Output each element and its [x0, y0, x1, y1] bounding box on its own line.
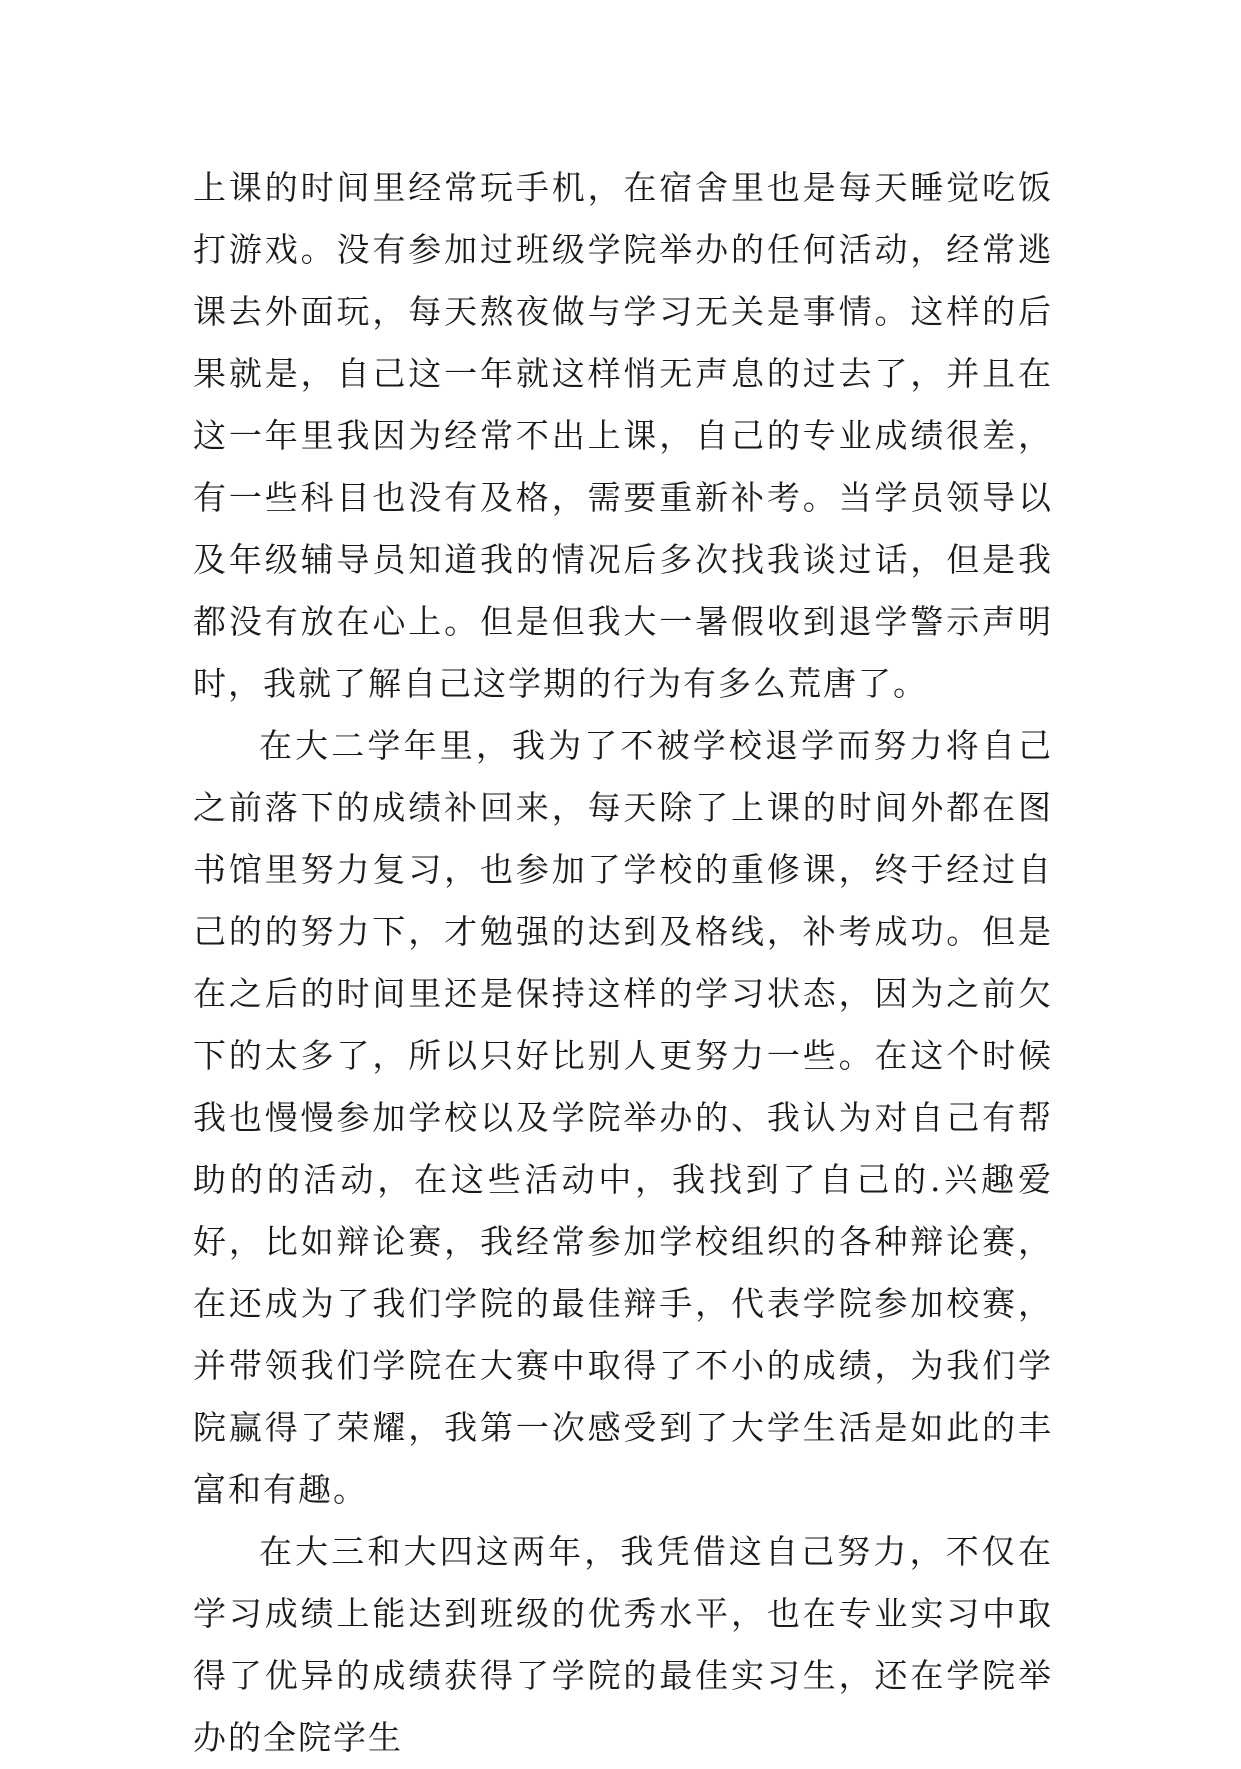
document-body [193, 157, 1053, 1769]
paragraph-sophomore-year: 在大二学年里，我为了不被学校退学而努力将自己之前落下的成绩补回来，每天除了上课的时间外都在图书馆里努力复习，也参加了学校的重修课，终于经过自己的的努力下，才勉强的达到及格线，补考成功。但是在之后的时间里还是保持这样的学习状态，因为之前欠下的太多了，所以只好比别人更努力一些。在这个时候我也慢慢参加学校以及学院举办的、我认为对自己有帮助的的活动，在这些活动中，我找到了自己的.兴趣爱好，比如辩论赛，我经常参加学校组织的各种辩论赛，在还成为了我们学院的最佳辩手，代表学院参加校赛，并带领我们学院在大赛中取得了不小的成绩，为我们学院赢得了荣耀，我第一次感受到了大学生活是如此的丰富和有趣。 [193, 726, 1053, 1509]
paragraph-junior-senior-years: 在大三和大四这两年，我凭借这自己努力，不仅在学习成绩上能达到班级的优秀水平，也在专业实习中取得了优异的成绩获得了学院的最佳实习生，还在学院举办的全院学生 [193, 1532, 1053, 1757]
paragraph-continuation: 上课的时间里经常玩手机，在宿舍里也是每天睡觉吃饭打游戏。没有参加过班级学院举办的任何活动，经常逃课去外面玩，每天熬夜做与学习无关是事情。这样的后果就是，自己这一年就这样悄无声息的过去了，并且在这一年里我因为经常不出上课，自己的专业成绩很差，有一些科目也没有及格，需要重新补考。当学员领导以及年级辅导员知道我的情况后多次找我谈过话，但是我都没有放在心上。但是但我大一暑假收到退学警示声明时，我就了解自己这学期的行为有多么荒唐了。 [193, 168, 1053, 703]
